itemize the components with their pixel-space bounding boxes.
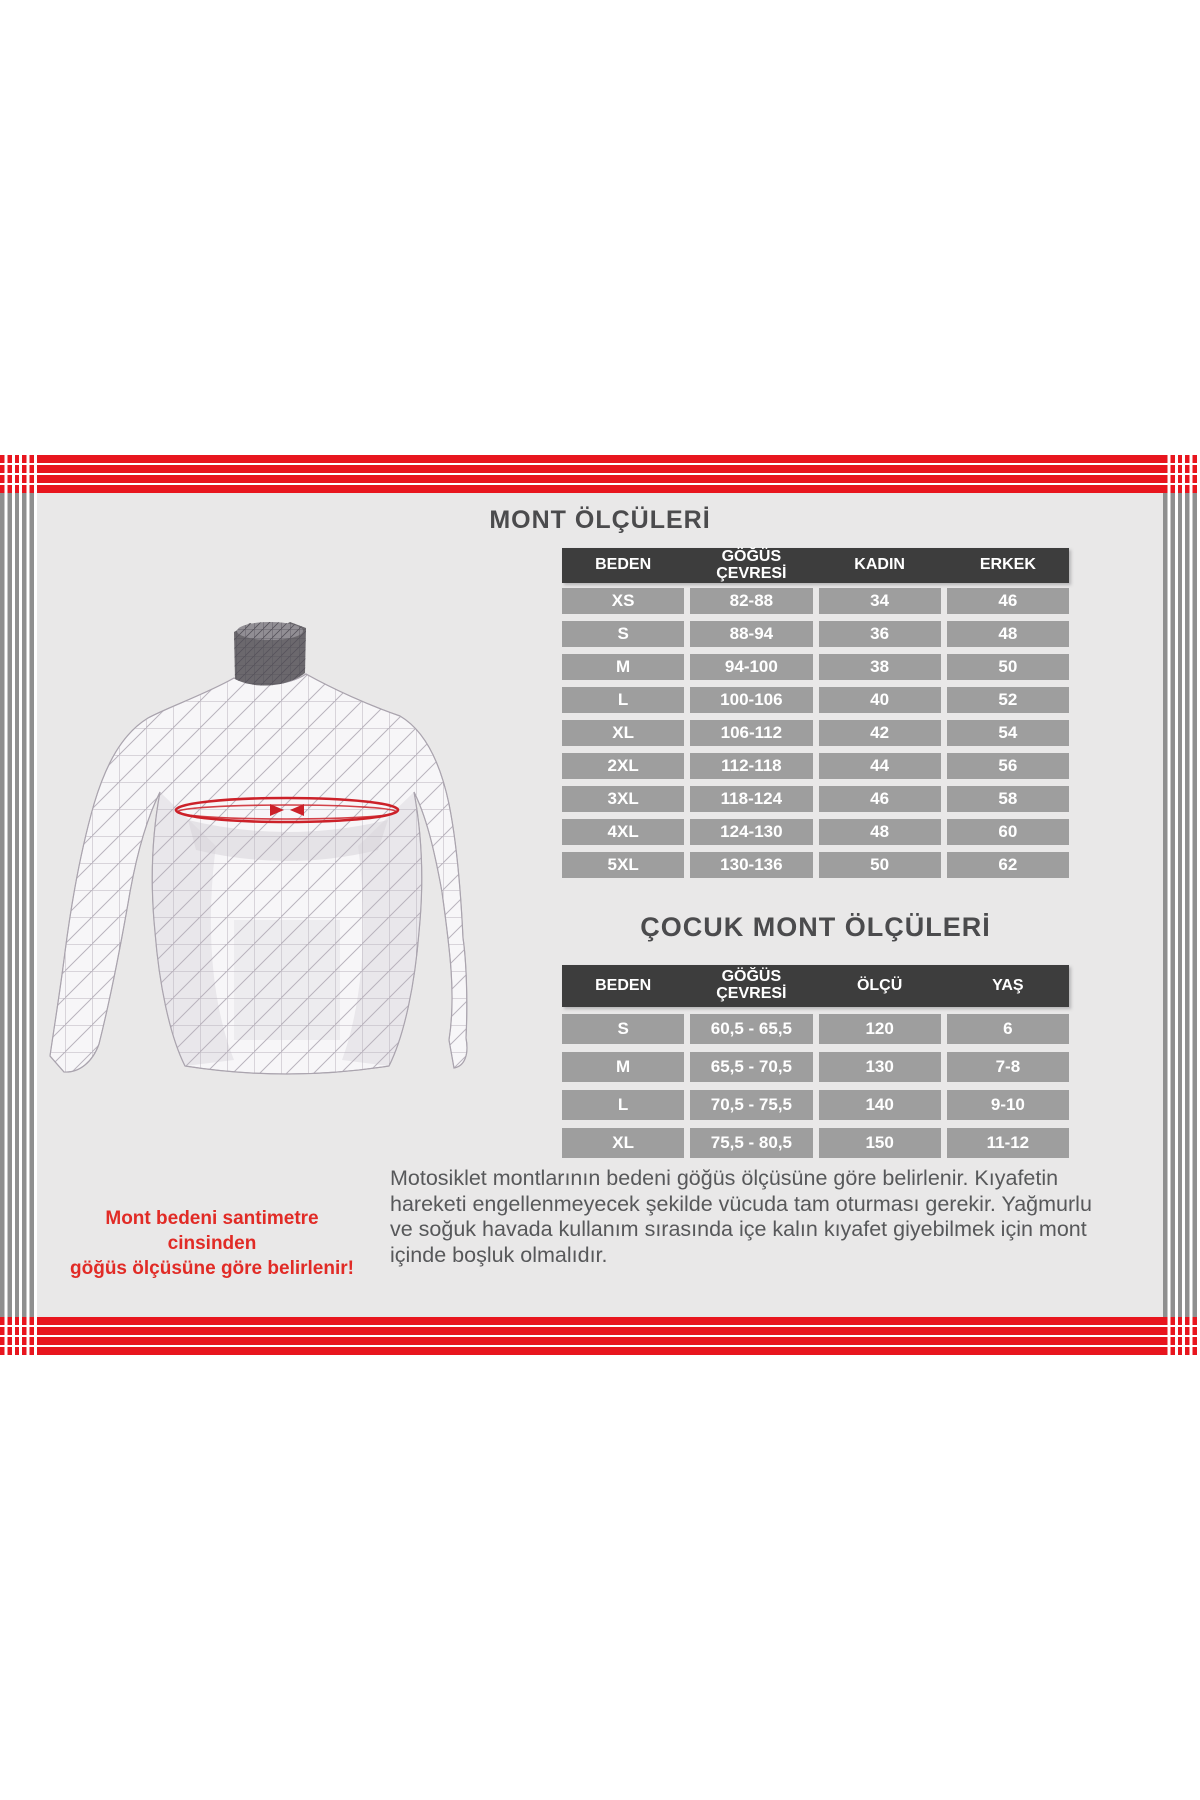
table-cell: 62 — [947, 852, 1069, 878]
table-cell: 38 — [819, 654, 941, 680]
column-header-gogus-cevresi: GÖĞÜS ÇEVRESİ — [716, 968, 787, 1002]
child-size-table — [562, 965, 1069, 1158]
table-cell: XS — [562, 588, 684, 614]
table-cell: 48 — [947, 621, 1069, 647]
description-line: hareketi engellenmeyecek şekilde vücuda tam oturması gerekir. Yağmurlu — [390, 1191, 1092, 1216]
table-cell: 94-100 — [690, 654, 812, 680]
child-table-title: ÇOCUK MONT ÖLÇÜLERİ — [640, 912, 991, 942]
table-cell: L — [562, 687, 684, 713]
table-cell: 3XL — [562, 786, 684, 812]
adult-table-title: MONT ÖLÇÜLERİ — [489, 506, 711, 534]
table-cell: 42 — [819, 720, 941, 746]
column-header-yas: YAŞ — [992, 976, 1024, 994]
right-edge-stripes — [1163, 493, 1200, 1317]
table-cell: 40 — [819, 687, 941, 713]
table-cell: 34 — [819, 588, 941, 614]
table-cell: 46 — [819, 786, 941, 812]
left-edge-stripes — [0, 493, 37, 1317]
table-cell: 65,5 - 70,5 — [690, 1052, 812, 1082]
description-line: ve soğuk havada kullanım sırasında içe kalın kıyafet giyebilmek için mont — [390, 1217, 1087, 1241]
top-right-weave — [1163, 455, 1200, 493]
size-note-line1: Mont bedeni santimetre cinsinden — [105, 1208, 319, 1254]
table-cell: 52 — [947, 687, 1069, 713]
column-header-beden: BEDEN — [595, 556, 652, 574]
child-table-body — [562, 1014, 1069, 1158]
table-cell: 44 — [819, 753, 941, 779]
column-header-erkek: ERKEK — [979, 556, 1036, 574]
table-cell: 6 — [947, 1014, 1069, 1044]
size-note — [60, 1206, 364, 1281]
column-header-kadin: KADIN — [854, 556, 905, 574]
content-panel — [37, 493, 1163, 1317]
description-paragraph — [390, 1166, 1160, 1268]
neck-cutout — [234, 622, 306, 686]
description-line: içinde boşluk olmalıdır. — [390, 1242, 608, 1267]
bottom-border-band — [0, 1317, 1200, 1355]
table-cell: 11-12 — [947, 1128, 1069, 1158]
table-cell: 130 — [819, 1052, 941, 1082]
table-cell: 46 — [947, 588, 1069, 614]
table-cell: M — [562, 654, 684, 680]
bottom-right-weave — [1163, 1317, 1200, 1355]
table-cell: S — [562, 621, 684, 647]
table-cell: 54 — [947, 720, 1069, 746]
table-cell: S — [562, 1014, 684, 1044]
adult-table-header — [562, 548, 1069, 583]
table-cell: 60,5 - 65,5 — [690, 1014, 812, 1044]
top-left-weave — [0, 455, 37, 493]
table-cell: 75,5 - 80,5 — [690, 1128, 812, 1158]
column-header-olcu: ÖLÇÜ — [856, 976, 903, 994]
description-line: Motosiklet montlarının bedeni göğüs ölçüsüne göre belirlenir. Kıyafetin — [390, 1166, 1059, 1190]
table-cell: M — [562, 1052, 684, 1082]
table-cell: 58 — [947, 786, 1069, 812]
table-cell: 2XL — [562, 753, 684, 779]
table-cell: 60 — [947, 819, 1069, 845]
table-cell: 106-112 — [690, 720, 812, 746]
table-cell: 118-124 — [690, 786, 812, 812]
table-cell: 150 — [819, 1128, 941, 1158]
table-cell: XL — [562, 720, 684, 746]
table-cell: 70,5 - 75,5 — [690, 1090, 812, 1120]
table-cell: 50 — [819, 852, 941, 878]
table-cell: 36 — [819, 621, 941, 647]
table-cell: 88-94 — [690, 621, 812, 647]
table-cell: 50 — [947, 654, 1069, 680]
adult-size-table — [562, 548, 1069, 878]
column-header-beden: BEDEN — [595, 976, 652, 994]
table-cell: 124-130 — [690, 819, 812, 845]
table-cell: 56 — [947, 753, 1069, 779]
table-cell: XL — [562, 1128, 684, 1158]
table-cell: 140 — [819, 1090, 941, 1120]
table-cell: 5XL — [562, 852, 684, 878]
wireframe-mesh — [50, 674, 467, 1074]
table-cell: L — [562, 1090, 684, 1120]
table-cell: 82-88 — [690, 588, 812, 614]
table-cell: 4XL — [562, 819, 684, 845]
table-cell: 48 — [819, 819, 941, 845]
child-table-header — [562, 965, 1069, 1007]
table-cell: 112-118 — [690, 753, 812, 779]
bottom-left-weave — [0, 1317, 37, 1355]
table-cell: 120 — [819, 1014, 941, 1044]
column-header-gogus-cevresi: GÖĞÜS ÇEVRESİ — [716, 547, 787, 582]
size-note-line2: göğüs ölçüsüne göre belirlenir! — [70, 1258, 354, 1279]
table-cell: 7-8 — [947, 1052, 1069, 1082]
adult-table-body — [562, 588, 1069, 878]
table-cell: 9-10 — [947, 1090, 1069, 1120]
top-border-band — [0, 455, 1200, 493]
table-cell: 100-106 — [690, 687, 812, 713]
chest-measurement-mannequin-figure — [38, 620, 468, 1080]
table-cell: 130-136 — [690, 852, 812, 878]
